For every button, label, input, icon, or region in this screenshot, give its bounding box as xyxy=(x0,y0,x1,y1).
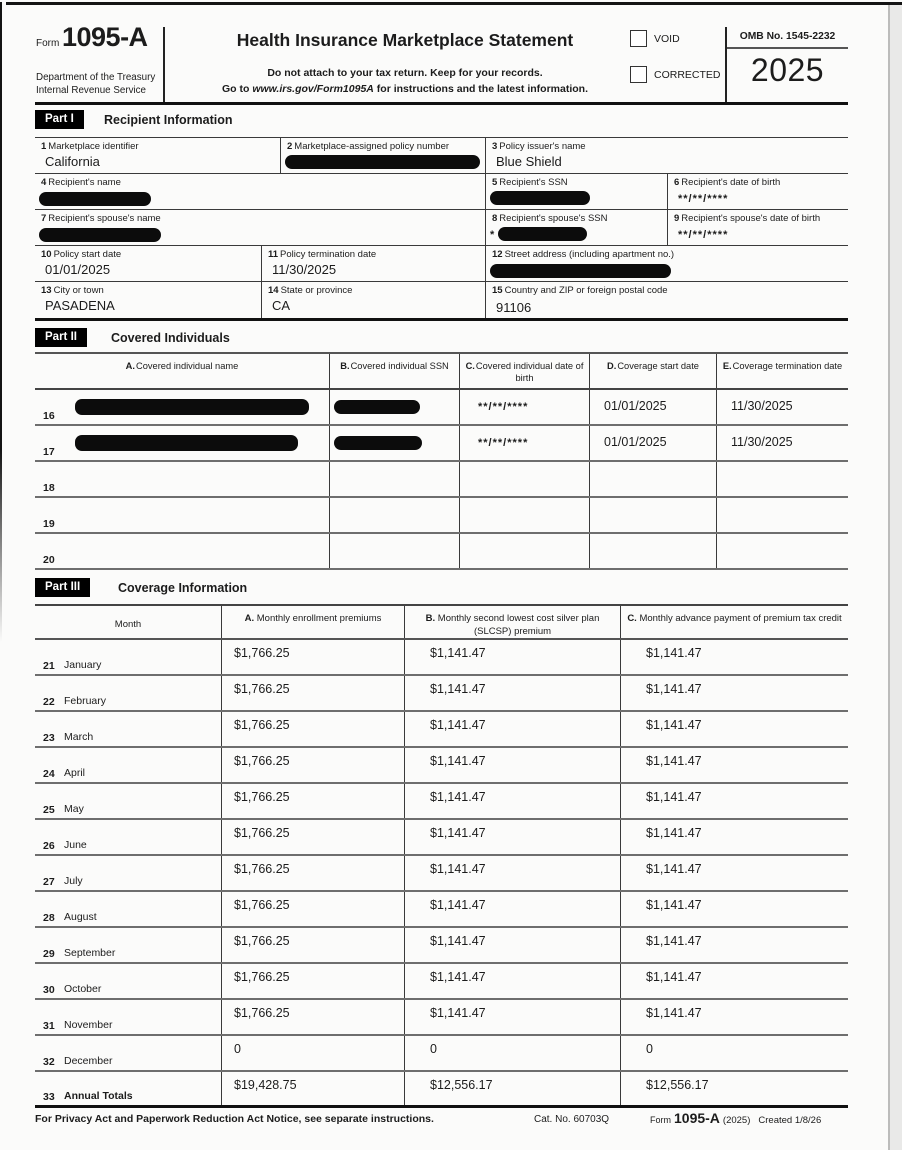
covered-individual-row-19: 19 xyxy=(35,498,848,534)
policy-issuer-value: Blue Shield xyxy=(496,154,562,169)
covered-dob: **/**/**** xyxy=(478,437,529,449)
coverage-row-annual-totals: 33 Annual Totals $19,428.75 $12,556.17 $12,556.17 xyxy=(35,1072,848,1108)
col-coverage-start: D.Coverage start date xyxy=(590,354,717,388)
agency-lines xyxy=(36,72,155,98)
part2-badge: Part II xyxy=(35,328,87,347)
field-recipient-name: 4 Recipient's name xyxy=(35,174,486,209)
part2-table xyxy=(35,352,848,570)
coverage-row-february: 22 February $1,766.25 $1,141.47 $1,141.47 xyxy=(35,676,848,712)
redacted-covered-name xyxy=(75,399,309,415)
form-subtitle-1: Do not attach to your tax return. Keep for your records. xyxy=(267,67,543,79)
col-covered-name: A.Covered individual name xyxy=(35,354,330,388)
privacy-notice: For Privacy Act and Paperwork Reduction Act Notice, see separate instructions. xyxy=(35,1113,434,1125)
part3-badge: Part III xyxy=(35,578,90,597)
col-slcsp-premium: B. Monthly second lowest cost silver plan (SLCSP) premium xyxy=(405,606,621,638)
redacted-recipient-name xyxy=(39,192,151,206)
part1-table xyxy=(35,137,848,321)
catalog-number: Cat. No. 60703Q xyxy=(534,1114,610,1125)
header-rule xyxy=(35,102,848,105)
field-city: 13 City or town PASADENA xyxy=(35,282,262,318)
field-state: 14 State or province CA xyxy=(262,282,486,318)
redacted-covered-name xyxy=(75,435,298,451)
redacted-covered-ssn xyxy=(334,436,422,450)
part1-badge: Part I xyxy=(35,110,84,129)
redacted-spouse-name xyxy=(39,228,161,242)
spouse-dob-value: **/**/**** xyxy=(678,229,729,241)
spouse-ssn-visible-prefix: * xyxy=(490,229,495,241)
field-spouse-dob: 9 Recipient's spouse's date of birth **/**/**** xyxy=(674,213,821,241)
policy-start-value: 01/01/2025 xyxy=(45,262,111,277)
created-date: Created 1/8/26 xyxy=(758,1115,822,1126)
field-policy-start: 10 Policy start date 01/01/2025 xyxy=(35,246,262,281)
omb-rule xyxy=(727,47,848,49)
coverage-start: 01/01/2025 xyxy=(604,435,667,449)
coverage-end: 11/30/2025 xyxy=(731,399,793,413)
field-street-address: 12 Street address (including apartment no.) xyxy=(486,246,848,281)
zip-value: 91106 xyxy=(496,300,532,315)
corrected-checkbox[interactable] xyxy=(630,66,647,83)
part1-row-2 xyxy=(35,174,848,210)
field-policy-issuer: 3 Policy issuer's name Blue Shield xyxy=(492,141,586,169)
covered-individual-row-16: 16 **/**/**** 01/01/2025 11/30/2025 xyxy=(35,390,848,426)
col-advance-payment: C. Monthly advance payment of premium tax credit xyxy=(627,613,842,624)
scan-edge-top xyxy=(6,2,902,5)
field-spouse-ssn: 8 Recipient's spouse's SSN * xyxy=(486,210,668,245)
omb-number: OMB No. 1545-2232 xyxy=(739,31,836,42)
covered-dob: **/**/**** xyxy=(478,401,529,413)
coverage-row-april: 24 April $1,766.25 $1,141.47 $1,141.47 xyxy=(35,748,848,784)
col-covered-ssn: B.Covered individual SSN xyxy=(330,354,460,388)
scan-edge-right xyxy=(890,5,902,1150)
part3-header xyxy=(35,604,848,640)
state-value: CA xyxy=(272,298,291,313)
policy-termination-value: 11/30/2025 xyxy=(272,262,337,277)
covered-individual-row-20: 20 xyxy=(35,534,848,570)
scan-edge-right-line xyxy=(888,5,890,1150)
part1-row-4 xyxy=(35,246,848,282)
coverage-row-november: 31 November $1,766.25 $1,141.47 $1,141.47 xyxy=(35,1000,848,1036)
part2-header xyxy=(35,352,848,390)
field-zip: 15 Country and ZIP or foreign postal code 91106 xyxy=(492,285,668,315)
field-marketplace-identifier: 1 Marketplace identifier California xyxy=(35,138,281,173)
coverage-row-may: 25 May $1,766.25 $1,141.47 $1,141.47 xyxy=(35,784,848,820)
col-enrollment-premiums: A. Monthly enrollment premiums xyxy=(222,606,405,638)
redacted-spouse-ssn xyxy=(498,227,587,241)
redacted-covered-ssn xyxy=(334,400,420,414)
part2-title: Covered Individuals xyxy=(111,331,230,345)
part3-table xyxy=(35,604,848,1108)
coverage-row-march: 23 March $1,766.25 $1,141.47 $1,141.47 xyxy=(35,712,848,748)
coverage-start: 01/01/2025 xyxy=(604,399,667,413)
covered-individual-row-17: 17 **/**/**** 01/01/2025 11/30/2025 xyxy=(35,426,848,462)
coverage-row-october: 30 October $1,766.25 $1,141.47 $1,141.47 xyxy=(35,964,848,1000)
recipient-dob-value: **/**/**** xyxy=(678,193,729,205)
field-policy-number: 2 Marketplace-assigned policy number xyxy=(281,138,486,173)
part1-title: Recipient Information xyxy=(104,113,233,127)
corrected-label: CORRECTED xyxy=(654,69,721,81)
scan-edge-left xyxy=(0,2,2,642)
field-policy-termination: 11 Policy termination date 11/30/2025 xyxy=(262,246,486,281)
covered-individual-row-18: 18 xyxy=(35,462,848,498)
part1-row-3 xyxy=(35,210,848,246)
col-covered-dob: C.Covered individual date of birth xyxy=(460,354,590,388)
field-recipient-ssn: 5 Recipient's SSN xyxy=(486,174,668,209)
marketplace-identifier-value: California xyxy=(45,154,100,169)
field-recipient-dob: 6 Recipient's date of birth **/**/**** xyxy=(674,177,781,205)
part1-row-1 xyxy=(35,138,848,174)
coverage-row-july: 27 July $1,766.25 $1,141.47 $1,141.47 xyxy=(35,856,848,892)
tax-year: 2025 xyxy=(750,52,825,88)
footer-form-reference: Form 1095-A (2025) Created 1/8/26 xyxy=(650,1110,822,1126)
redacted-recipient-ssn xyxy=(490,191,590,205)
form-number: 1095-A xyxy=(62,22,148,52)
coverage-row-august: 28 August $1,766.25 $1,141.47 $1,141.47 xyxy=(35,892,848,928)
part1-row-5 xyxy=(35,282,848,318)
redacted-policy-number xyxy=(285,155,480,169)
coverage-row-june: 26 June $1,766.25 $1,141.47 $1,141.47 xyxy=(35,820,848,856)
agency-line-1: Department of the Treasury xyxy=(36,72,156,83)
coverage-row-september: 29 September $1,766.25 $1,141.47 $1,141.47 xyxy=(35,928,848,964)
city-value: PASADENA xyxy=(45,298,115,313)
void-label: VOID xyxy=(654,33,680,45)
coverage-row-december: 32 December 0 0 0 xyxy=(35,1036,848,1072)
redacted-street-address xyxy=(490,264,671,278)
form-subtitle-2: Go to www.irs.gov/Form1095A for instructions and the latest information. xyxy=(221,83,588,95)
field-spouse-name: 7 Recipient's spouse's name xyxy=(35,210,486,245)
form-word: Form xyxy=(36,38,60,49)
void-checkbox[interactable] xyxy=(630,30,647,47)
irs-url: www.irs.gov/Form1095A xyxy=(252,83,374,95)
agency-line-2: Internal Revenue Service xyxy=(36,84,147,96)
coverage-row-january: 21 January $1,766.25 $1,141.47 $1,141.47 xyxy=(35,640,848,676)
col-month: Month xyxy=(35,606,222,638)
form-title: Health Insurance Marketplace Statement xyxy=(236,30,574,50)
coverage-end: 11/30/2025 xyxy=(731,435,793,449)
part3-title: Coverage Information xyxy=(118,581,248,595)
header-divider-left xyxy=(163,27,165,102)
col-coverage-end: E.Coverage termination date xyxy=(722,361,843,371)
